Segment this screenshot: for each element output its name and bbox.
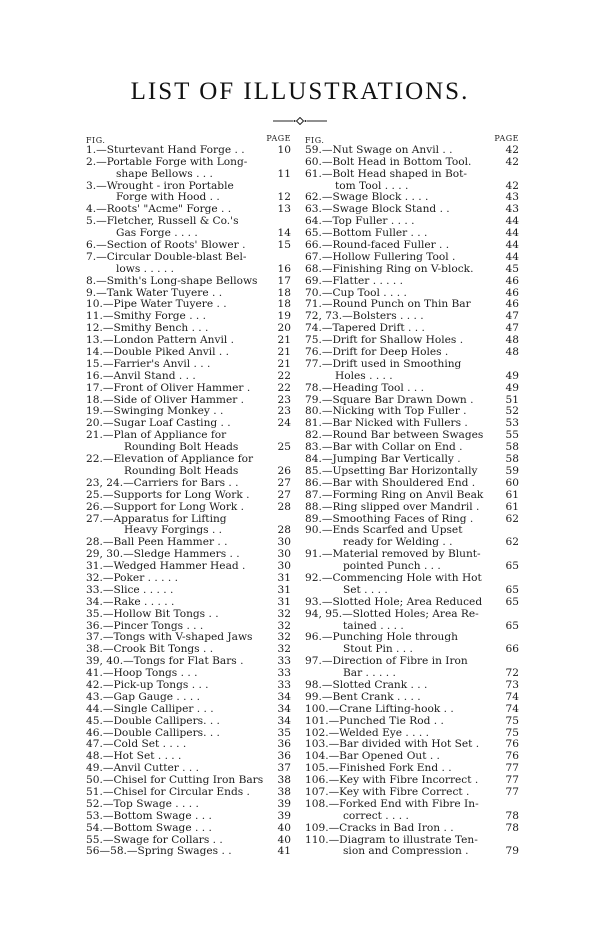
entry-text: 9.—Tank Water Tuyere . . [86,286,223,299]
page-number: 52 [505,405,519,418]
page-number: 24 [277,417,291,430]
page-number: 15 [277,239,291,252]
entry-text: 64.—Top Fuller . . . . [305,215,415,228]
list-item [305,169,519,181]
entry-text: 105.—Finished Fork End . . [305,762,452,775]
entry-text: Holes . . . . [335,369,393,382]
page-number: 33 [277,678,291,691]
entry-text: 1.—Sturtevant Hand Forge . . [86,143,245,156]
list-item [305,276,519,288]
list-item [305,692,519,704]
page-number: 26 [277,464,291,477]
entry-text: 20.—Sugar Loaf Casting . . [86,417,231,430]
page-number: 47 [505,310,519,323]
page-number: 73 [505,678,519,691]
entry-text: 72, 73.—Bolsters . . . . [305,310,424,323]
page-number: 31 [277,571,291,584]
entry-text: 102.—Welded Eye . . . . [305,726,429,739]
page-number: 37 [277,762,291,775]
entry-text: 63.—Swage Block Stand . . [305,203,450,216]
entry-text: 94, 95.—Slotted Holes; Area Re- [305,607,479,620]
page-number: 75 [505,726,519,739]
page-number: 41 [277,845,291,858]
entry-text: 32.—Poker . . . . . [86,571,178,584]
entry-text: 65.—Bottom Fuller . . . [305,227,428,240]
entry-text: 53.—Bottom Swage . . . [86,809,212,822]
entry-text: 107.—Key with Fibre Correct . [305,785,470,798]
entry-text: Stout Pin . . . [343,643,413,656]
page-number: 58 [505,453,519,466]
page-number: 65 [505,583,519,596]
entry-text: 55.—Swage for Collars . . [86,833,223,846]
list-item [86,502,291,514]
entry-text: shape Bellows . . . [116,167,213,180]
list-item [86,799,291,811]
entry-text: 82.—Round Bar between Swages [305,429,484,442]
entry-text: 7.—Circular Double-blast Bel- [86,250,247,263]
page-number: 33 [277,655,291,668]
list-item [305,656,519,668]
list-item [305,502,519,514]
page-number: 65 [505,560,519,573]
entry-text: 81.—Bar Nicked with Fullers . [305,417,468,430]
entry-text: 67.—Hollow Fullering Tool . [305,250,456,263]
entry-text: 43.—Gap Gauge . . . . [86,690,200,703]
entry-text: pointed Punch . . . [343,560,441,573]
list-item [86,585,291,597]
page-number: 27 [277,476,291,489]
entry-text: Rounding Bolt Heads [124,441,239,454]
entry-text: Rounding Bolt Heads [124,464,239,477]
entry-text: 42.—Pick-up Tongs . . . [86,678,209,691]
page-number: 76 [505,750,519,763]
page-number: 31 [277,595,291,608]
page-number: 18 [277,286,291,299]
entry-text: 21.—Plan of Appliance for [86,429,227,442]
list-item [86,157,291,169]
entry-text: 68.—Finishing Ring on V-block. [305,262,474,275]
entry-text: 80.—Nicking with Top Fuller . [305,405,467,418]
page-number: 48 [505,334,519,347]
entry-text: 22.—Elevation of Appliance for [86,453,254,466]
page-number: 34 [277,690,291,703]
list-item [305,264,519,276]
entry-text: 3.—Wrought - iron Portable [86,179,234,192]
entry-text: 10.—Pipe Water Tuyere . . [86,298,227,311]
entry-text: 38.—Crook Bit Tongs . . [86,643,214,656]
entry-text: lows . . . . . [116,262,174,275]
entry-text: 27.—Apparatus for Lifting [86,512,227,525]
page-number: 44 [505,215,519,228]
list-item [305,823,519,835]
entry-text: 69.—Flatter . . . . . [305,274,404,287]
fig-header: FIG. [86,136,106,145]
list-item [86,704,291,716]
entry-text: 93.—Slotted Hole; Area Reduced [305,595,483,608]
list-item [86,383,291,395]
ornament-divider [273,117,327,125]
page-number: 18 [277,298,291,311]
entry-text: ready for Welding . . [343,536,453,549]
entry-text: 60.—Bolt Head in Bottom Tool. [305,155,472,168]
entry-text: 14.—Double Piked Anvil . . [86,346,230,359]
page-number: 28 [277,524,291,537]
entry-text: 98.—Slotted Crank . . . [305,678,428,691]
page-number: 31 [277,583,291,596]
list-item [305,704,519,716]
list-item [305,145,519,157]
entry-text: 56—58.—Spring Swages . . [86,845,232,858]
page-number: 75 [505,714,519,727]
page-number: 66 [505,643,519,656]
page-number: 32 [277,631,291,644]
page-number: 30 [277,536,291,549]
list-item [86,692,291,704]
entry-text: 83.—Bar with Collar on End . [305,441,463,454]
entry-text: 34.—Rake . . . . . [86,595,175,608]
entry-text: 99.—Bent Crank . . . . [305,690,421,703]
page-number: 46 [505,274,519,287]
page-number: 36 [277,750,291,763]
page-number: 14 [277,227,291,240]
entry-text: 101.—Punched Tie Rod . . [305,714,444,727]
page-number: 51 [505,393,519,406]
entry-text: 71.—Round Punch on Thin Bar [305,298,471,311]
page-number: 20 [277,322,291,335]
entry-text: Gas Forge . . . . [116,227,198,240]
page-number: 76 [505,738,519,751]
page-number: 44 [505,250,519,263]
page-number: 49 [505,369,519,382]
list-item [305,799,519,811]
entry-text: 78.—Heading Tool . . . [305,381,424,394]
entry-text: 4.—Roots' "Acme" Forge . . [86,203,232,216]
entry-text: 85.—Upsetting Bar Horizontally [305,464,478,477]
entry-text: 54.—Bottom Swage . . . [86,821,212,834]
page-number: 21 [277,357,291,370]
entry-text: 104.—Bar Opened Out . . [305,750,440,763]
page-number: 35 [277,726,291,739]
list-item [305,383,519,395]
page-number: 25 [277,441,291,454]
list-item [86,145,291,157]
page-number: 43 [505,203,519,216]
entry-text: 50.—Chisel for Cutting Iron Bars [86,774,264,787]
entry-text: 16.—Anvil Stand . . . [86,369,196,382]
page-number: 11 [277,167,291,180]
list-item [86,371,291,383]
entry-text: 19.—Swinging Monkey . . [86,405,224,418]
page-number: 22 [277,381,291,394]
entry-text: 79.—Square Bar Drawn Down . [305,393,474,406]
entry-text: 109.—Cracks in Bad Iron . . [305,821,454,834]
list-item [86,252,291,264]
page-number: 40 [277,833,291,846]
entry-text: 76.—Drift for Deep Holes . [305,346,449,359]
entry-text: 41.—Hoop Tongs . . . [86,667,198,680]
list-item [86,811,291,823]
entry-text: 47.—Cold Set . . . . [86,738,187,751]
entry-text: 37.—Tongs with V-shaped Jaws [86,631,253,644]
page-number: 30 [277,560,291,573]
list-item [86,597,291,609]
page-number: 23 [277,405,291,418]
entry-text: 59.—Nut Swage on Anvil . . [305,143,453,156]
entry-text: 46.—Double Callipers. . . [86,726,220,739]
page-number: 38 [277,774,291,787]
page-number: 27 [277,488,291,501]
entry-text: 90.—Ends Scarfed and Upset [305,524,463,537]
entry-text: 52.—Top Swage . . . . [86,797,199,810]
page-number: 16 [277,262,291,275]
page-number: 62 [505,536,519,549]
entry-text: 87.—Forming Ring on Anvil Beak [305,488,484,501]
list-item [305,597,519,609]
entry-text: 108.—Forked End with Fibre In- [305,797,479,810]
entry-text: 18.—Side of Oliver Hammer . [86,393,245,406]
entry-text: 51.—Chisel for Circular Ends . [86,785,250,798]
right-list [305,145,519,858]
page-number: 43 [505,191,519,204]
entry-text: 26.—Support for Long Work . [86,500,245,513]
entry-text: 100.—Crane Lifting-hook . . [305,702,454,715]
page-number: 19 [277,310,291,323]
entry-text: 48.—Hot Set . . . . [86,750,182,763]
entry-text: 29, 30.—Sledge Hammers . . [86,548,240,561]
entry-text: 89.—Smoothing Faces of Ring . [305,512,474,525]
list-item [86,846,291,858]
list-item [86,609,291,621]
page-number: 77 [505,785,519,798]
entry-text: 33.—Slice . . . . . [86,583,174,596]
page-number: 40 [277,821,291,834]
list-item [305,609,519,621]
page-number: 61 [505,500,519,513]
page-number: 30 [277,548,291,561]
page-number: 22 [277,369,291,382]
page-number: 39 [277,797,291,810]
list-item [305,811,519,823]
page-number: 32 [277,643,291,656]
entry-text: Set . . . . [343,583,388,596]
entry-text: Forge with Hood . . [116,191,220,204]
entry-text: 70.—Cup Tool . . . . [305,286,407,299]
entry-text: 62.—Swage Block . . . . [305,191,429,204]
entry-text: 91.—Material removed by Blunt- [305,548,481,561]
list-item [86,264,291,276]
left-list [86,145,291,858]
page-number: 74 [505,702,519,715]
list-item [305,371,519,383]
page-number: 23 [277,393,291,406]
page-number: 44 [505,227,519,240]
entry-text: 44.—Single Calliper . . . [86,702,214,715]
entry-text: 12.—Smithy Bench . . . [86,322,209,335]
entry-text: 97.—Direction of Fibre in Iron [305,655,468,668]
entry-text: 103.—Bar divided with Hot Set . [305,738,480,751]
entry-text: 13.—London Pattern Anvil . [86,334,235,347]
page-number: 46 [505,286,519,299]
entry-text: 5.—Fletcher, Russell & Co.'s [86,215,239,228]
page-title: LIST OF ILLUSTRATIONS. [130,78,470,105]
page-number: 48 [505,346,519,359]
page-number: 58 [505,441,519,454]
entry-text: 61.—Bolt Head shaped in Bot- [305,167,467,180]
entry-text: 92.—Commencing Hole with Hot [305,571,482,584]
entry-text: 84.—Jumping Bar Vertically . [305,453,461,466]
page-number: 39 [277,809,291,822]
entry-text: 28.—Ball Peen Hammer . . [86,536,228,549]
page-number: 55 [505,429,519,442]
page-number: 49 [505,381,519,394]
list-item [305,716,519,728]
entry-text: 11.—Smithy Forge . . . [86,310,207,323]
page-number: 36 [277,738,291,751]
entry-text: 45.—Double Callipers. . . [86,714,220,727]
entry-text: 96.—Punching Hole through [305,631,458,644]
entry-text: 106.—Key with Fibre Incorrect . [305,774,479,787]
page-number: 47 [505,322,519,335]
page-number: 28 [277,500,291,513]
list-item [305,478,519,490]
page-number: 77 [505,774,519,787]
entry-text: 77.—Drift used in Smoothing [305,357,462,370]
page-number: 17 [277,274,291,287]
entry-text: 6.—Section of Roots' Blower . [86,239,246,252]
entry-text: 31.—Wedged Hammer Head . [86,560,246,573]
list-item [86,478,291,490]
page-number: 13 [277,203,291,216]
page-number: 42 [505,155,519,168]
page-number: 59 [505,464,519,477]
entry-text: 2.—Portable Forge with Long- [86,155,248,168]
entry-text: 49.—Anvil Cutter . . . [86,762,200,775]
entry-text: correct . . . . [343,809,409,822]
entry-text: 86.—Bar with Shouldered End . [305,476,476,489]
list-item [86,169,291,181]
page-number: 21 [277,334,291,347]
page-number: 34 [277,714,291,727]
entry-text: tom Tool . . . . [335,179,409,192]
left-column [86,133,291,858]
list-item [305,846,519,858]
list-item [305,252,519,264]
page-number: 65 [505,595,519,608]
fig-header: FIG. [305,136,325,145]
page-number: 78 [505,821,519,834]
list-item [86,276,291,288]
page-number: 45 [505,262,519,275]
page-number: 42 [505,143,519,156]
list-item [305,585,519,597]
page-header: PAGE [494,134,519,143]
page-number: 61 [505,488,519,501]
page-number: 60 [505,476,519,489]
entry-text: 36.—Pincer Tongs . . . [86,619,204,632]
list-item [305,573,519,585]
page-number: 44 [505,239,519,252]
entry-text: Heavy Forgings . . [124,524,223,537]
page-number: 65 [505,619,519,632]
entry-text: 74.—Tapered Drift . . . [305,322,425,335]
entry-text: 75.—Drift for Shallow Holes . [305,334,464,347]
entry-text: Bar . . . . . [343,667,396,680]
page-number: 79 [505,845,519,858]
entry-text: 39, 40.—Tongs for Flat Bars . [86,655,244,668]
page-number: 21 [277,346,291,359]
page-number: 78 [505,809,519,822]
entry-text: tained . . . . [343,619,404,632]
page-number: 46 [505,298,519,311]
page-number: 10 [277,143,291,156]
page-number: 38 [277,785,291,798]
list-item [305,490,519,502]
list-item [305,157,519,169]
list-item [86,716,291,728]
page-number: 77 [505,762,519,775]
entry-text: 17.—Front of Oliver Hammer . [86,381,251,394]
list-item [86,823,291,835]
page-number: 72 [505,667,519,680]
entry-text: 66.—Round-faced Fuller . . [305,239,450,252]
right-column [305,133,519,858]
page-number: 53 [505,417,519,430]
page-number: 12 [277,191,291,204]
entry-text: 8.—Smith's Long-shape Bellows [86,274,258,287]
entry-text: 23, 24.—Carriers for Bars . . [86,476,239,489]
entry-text: 110.—Diagram to illustrate Ten- [305,833,478,846]
page-number: 32 [277,619,291,632]
page-header: PAGE [266,134,291,143]
page-number: 62 [505,512,519,525]
list-item [86,490,291,502]
page-number: 32 [277,607,291,620]
page-number: 33 [277,667,291,680]
entry-text: 25.—Supports for Long Work . [86,488,250,501]
entry-text: 15.—Farrier's Anvil . . . [86,357,211,370]
page-number: 34 [277,702,291,715]
entry-text: 88.—Ring slipped over Mandril . [305,500,480,513]
page-number: 42 [505,179,519,192]
entry-text: sion and Compression . [343,845,469,858]
entry-text: 35.—Hollow Bit Tongs . . [86,607,219,620]
page-number: 74 [505,690,519,703]
